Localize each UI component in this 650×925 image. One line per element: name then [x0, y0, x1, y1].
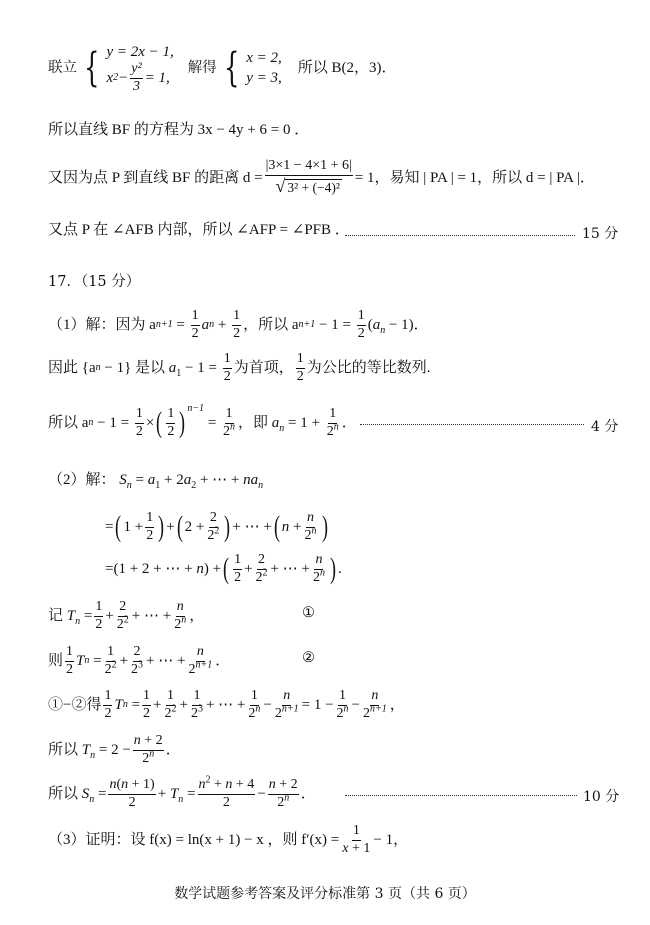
text-lianli: 联立: [48, 59, 77, 76]
system-line: [48, 38, 397, 98]
sn-result: 所以 $S_n$ = $\frac{n(n + 1)}{2}$ + $T_n$ = $\frac{n^2 + n + 4}{2}$ − $\frac{n + 2}{2^n}$ ．: [48, 774, 316, 810]
score-4: 4 分: [591, 419, 619, 435]
dotted-leader-2: [360, 424, 584, 425]
point-b-text: 所以 B(2，3)．: [297, 59, 397, 76]
dotted-leader-3: [345, 795, 577, 796]
solution-system: x = 2, y = 3,: [246, 49, 282, 86]
distance-fraction: |3×1 − 4×1 + 6| √ 3² + (−4)²: [265, 158, 352, 196]
fraction-y2-3: $\frac{\text{y²}}{3}$: [131, 60, 142, 94]
part1-recurrence: （1）解：因为 a n+1 = $\frac{1}{2}$ a n + $\frac{1}{2}$ ， 所以 a n+1 − 1 = $\frac{1}{2}$ $(a_n - 1)$．: [48, 307, 429, 341]
left-brace-2: {: [223, 45, 240, 91]
score-10: 10 分: [583, 789, 620, 805]
geometric-sequence-line: 因此 {a n − 1} 是以 $a_1 - 1$ = $\frac{1}{2}$ 为首项， $\frac{1}{2}$ 为公比的等比数列.: [48, 350, 431, 384]
subtract-line: ①−②得 $\frac{1}{2}$ T n = $\frac{1}{2}$ + $\frac{1}{2^2}$ + $\frac{1}{2^3}$ + ⋯ + $\frac{1}{2^n}$ − $\frac{n}{2^{n+1}}$ = 1 − $\frac{1}{2^n}$ − $\frac{n}{2^{n+1}}$ ，: [48, 687, 405, 721]
circle-2: ②: [302, 650, 315, 666]
dotted-leader-1: [345, 235, 575, 236]
sum-expand-1: = ( 1 + $\frac{1}{2}$ ) + ( 2 + $\frac{2}{2^2}$ ) + ⋯ + ( n + $\frac{n}{2^n}$ ): [105, 509, 328, 543]
tn-definition: 记 $T_n$ = $\frac{1}{2}$ + $\frac{2}{2^2}$ + ⋯ + $\frac{n}{2^n}$ ，: [48, 598, 205, 632]
text-jiede: 解得: [187, 59, 217, 76]
distance-line: 又因为点 P 到直线 BF 的距离 d = |3×1 − 4×1 + 6| √ 3² + (−4)² = 1，易知 | PA | = 1，所以 d = | PA |．: [48, 158, 595, 196]
circle-1: ①: [302, 605, 315, 621]
line-bf-equation: 所以直线 BF 的方程为 3x − 4y + 6 = 0 ．: [48, 122, 310, 138]
system-equations: [106, 42, 173, 95]
sum-expand-2: =(1 + 2 + ⋯ + n) + ( $\frac{1}{2}$ + $\frac{2}{2^2}$ + ⋯ + $\frac{n}{2^n}$ ) .: [105, 551, 342, 585]
angle-line: 又点 P 在 ∠AFB 内部，所以 ∠AFP = ∠PFB ．: [48, 222, 350, 238]
score-15: 15 分: [582, 226, 619, 242]
tn-result: 所以 $T_n = 2$ − $\frac{n + 2}{2^n}$ ．: [48, 732, 181, 766]
part3-proof: （3）证明：设 f(x) = ln(x + 1) − x ，则 f′(x) = $\frac{1}{x + 1}$ − 1，: [48, 822, 409, 856]
question-17-header: 17．（15 分）: [48, 274, 141, 290]
equation-2: x 2 − $\frac{\text{y²}}{3}$ = 1,: [106, 60, 170, 94]
an-formula-line: 所以 a n − 1 = $\frac{1}{2}$ × ( $\frac{1}{2}$ ) $^{n-1}$ = $\frac{1}{2^n}$ ，即 $a_n = 1$ + $\frac{1}{2^n}$ ．: [48, 403, 357, 439]
equation-1: y = 2x − 1,: [106, 43, 174, 60]
page-footer: 数学试题参考答案及评分标准第 3 页（共 6 页）: [174, 886, 476, 902]
left-brace: {: [84, 45, 100, 91]
part2-sum: （2）解： $S_n = a_1 + 2a_2$ + ⋯ + $na_n$: [48, 472, 264, 491]
half-tn: 则 $\frac{1}{2}$ T n = $\frac{1}{2^2}$ + $\frac{2}{2^3}$ + ⋯ + $\frac{n}{2^{n+1}}$ ．: [48, 643, 231, 677]
